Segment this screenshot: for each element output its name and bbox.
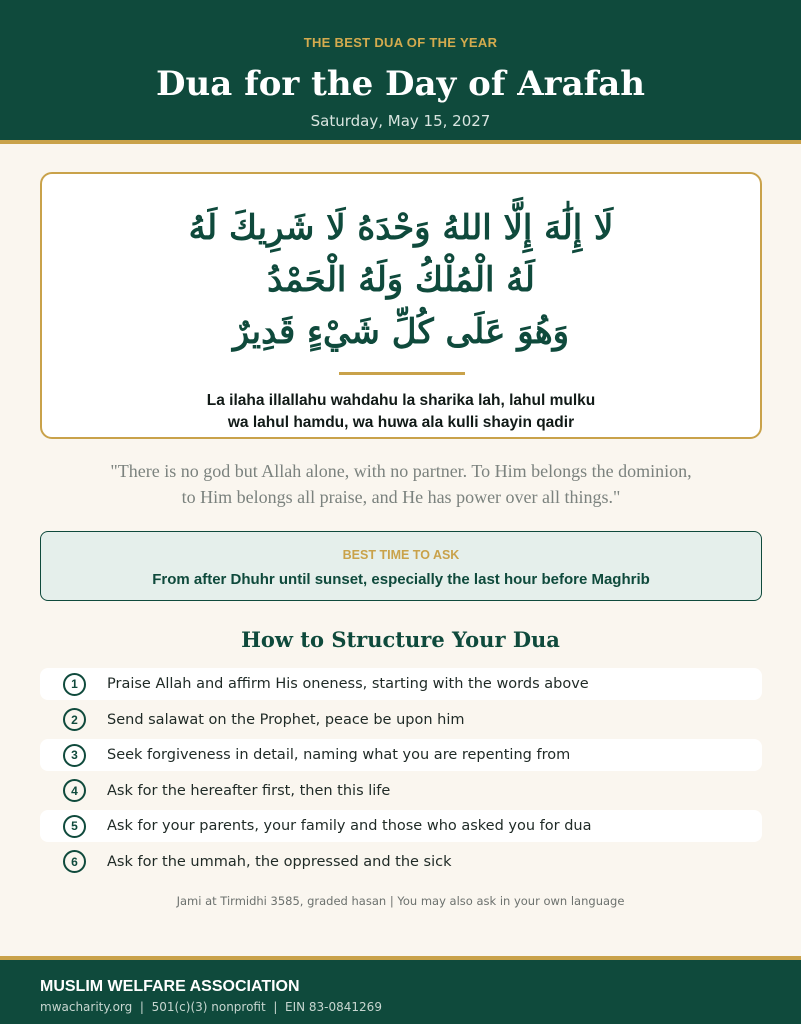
dua-arabic-text [42,202,760,358]
step-text: Seek forgiveness in detail, naming what you are repenting from [107,747,571,763]
step-text: Ask for the ummah, the oppressed and the sick [107,853,452,870]
step-text: Send salawat on the Prophet, peace be upon him [107,711,465,728]
structure-heading: How to Structure Your Dua [241,627,560,652]
arabic-line: وَهُوَ عَلَى كُلِّ شَيْءٍ قَدِيرٌ [232,312,570,352]
best-time-label: BEST TIME TO ASK [342,548,460,562]
source-note: Jami at Tirmidhi 3585, graded hasan | You may also ask in your own language [176,894,625,908]
step-item [40,739,762,771]
step-item [40,775,762,807]
step-item [40,704,762,736]
step-number-badge: 6 [63,850,86,873]
step-item [40,810,762,842]
dua-translation [40,458,762,510]
best-time-value: From after Dhuhr until sunset, especially the last hour before Maghrib [152,571,650,588]
step-item [40,668,762,700]
page-title: Dua for the Day of Arafah [156,64,645,104]
organization-name: MUSLIM WELFARE ASSOCIATION [40,978,300,995]
step-number-badge: 4 [63,779,86,802]
step-item [40,846,762,878]
gold-divider [339,372,465,375]
organization-meta: mwacharity.org | 501(c)(3) nonprofit | EIN 83-0841269 [40,1000,382,1014]
translation-line: "There is no god but Allah alone, with no partner. To Him belongs the dominion, [110,461,692,481]
arabic-line: لَا إِلَٰهَ إِلَّا اللهُ وَحْدَهُ لَا شَرِيكَ لَهُ [188,208,614,248]
dua-transliteration [42,390,760,434]
step-number-badge: 5 [63,815,86,838]
step-text: Praise Allah and affirm His oneness, starting with the words above [107,676,589,692]
event-date: Saturday, May 15, 2027 [310,112,491,130]
footer-gold-rule [0,956,801,960]
transliteration-line: La ilaha illallahu wahdahu la sharika lah, lahul mulku [206,392,596,409]
dua-card [40,172,762,439]
step-number-badge: 3 [63,744,86,767]
best-time-box [40,531,762,601]
transliteration-line: wa lahul hamdu, wa huwa ala kulli shayin qadir [227,414,575,431]
page-header [0,0,801,140]
step-text: Ask for the hereafter first, then this life [107,782,391,799]
step-text: Ask for your parents, your family and those who asked you for dua [107,818,592,834]
structure-steps-list [40,668,762,881]
step-number-badge: 2 [63,708,86,731]
page-footer [0,960,801,1024]
arabic-line: لَهُ الْمُلْكُ وَلَهُ الْحَمْدُ [267,260,535,300]
translation-line: to Him belongs all praise, and He has power over all things." [181,487,621,507]
header-kicker: THE BEST DUA OF THE YEAR [303,35,498,50]
header-gold-rule [0,140,801,144]
step-number-badge: 1 [63,673,86,696]
